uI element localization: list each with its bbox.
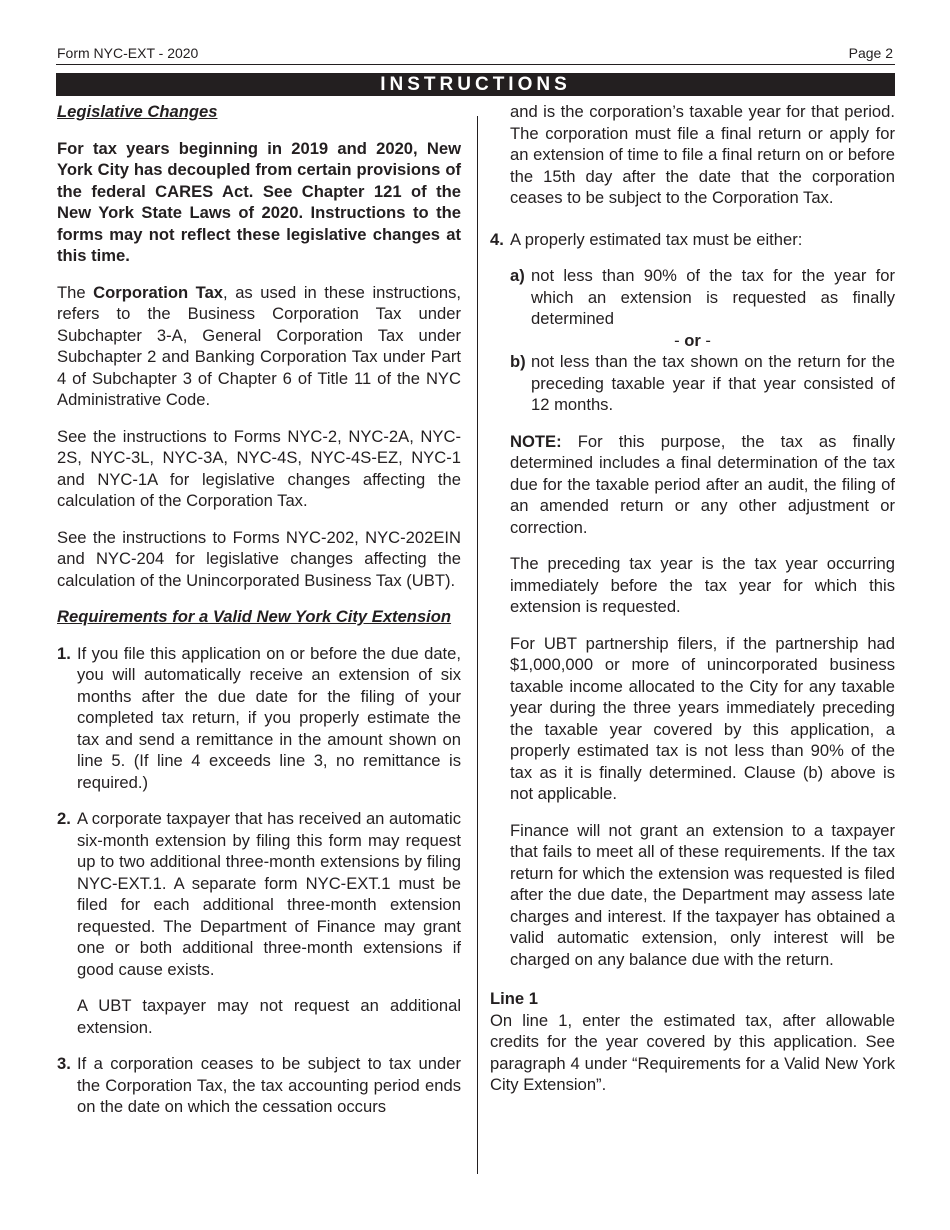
corp-prefix: The bbox=[57, 282, 94, 302]
corp-rest: , as used in these instructions, refers to the Business Corporation Tax under Subchapter 3-A, General Corporation Tax under Subchapter 2 and Banking Corporation Tax under Part 4 of Subchapter 3 of Chapter 6 of Title 11 of the NYC Administrative Code. bbox=[57, 282, 461, 409]
line-1-text: On line 1, enter the estimated tax, after allowable credits for the year covered by this application. See paragraph 4 under “Requirements for a Valid New York City Extension”. bbox=[490, 1010, 895, 1094]
or-word: or bbox=[684, 330, 701, 350]
right-column bbox=[490, 101, 895, 1096]
option-text: not less than the tax shown on the return for the preceding taxable year if that year consisted of 12 months. bbox=[531, 352, 895, 414]
ubt-forms-paragraph: See the instructions to Forms NYC-202, NYC-202EIN and NYC-204 for legislative changes affecting the calculation of the Unincorporated Business Tax (UBT). bbox=[57, 527, 461, 590]
note-text: For this purpose, the tax as finally determined includes a final determination of the tax due for the taxable period after an audit, the filing of an amended return or any other adjustment or correction. bbox=[510, 431, 895, 537]
cares-act-notice: For tax years beginning in 2019 and 2020, New York City has decoupled from certain provisions of the federal CARES Act. See Chapter 121 of the New York State Laws of 2020. Instructions to the forms may not reflect these legislative changes at this time. bbox=[57, 138, 461, 265]
item-number: 4. bbox=[490, 229, 504, 249]
line-1-heading: Line 1 bbox=[490, 989, 538, 1008]
or-separator bbox=[490, 330, 895, 352]
corporation-forms-paragraph: See the instructions to Forms NYC-2, NYC-2A, NYC-2S, NYC-3L, NYC-3A, NYC-4S, NYC-4S-EZ, NYC-1 and NYC-1A for legislative changes affecting the calculation of the Corporation Tax. bbox=[57, 426, 461, 510]
left-column bbox=[57, 101, 461, 1118]
instructions-banner: INSTRUCTIONS bbox=[56, 73, 895, 96]
item-text: If you file this application on or before the due date, you will automatically receive an extension of six months after the due date for the filing of your completed tax return, if you properly estimate the tax and send a remittance in the amount shown on line 5. (If line 4 exceeds line 3, no remittance is required.) bbox=[77, 643, 461, 792]
item-text: If a corporation ceases to be subject to tax under the Corporation Tax, the tax accounting period ends on the date on which the cessation occurs bbox=[77, 1054, 461, 1116]
option-b bbox=[490, 351, 895, 416]
ubt-partnership-paragraph: For UBT partnership filers, if the partnership had $1,000,000 or more of unincorporated business taxable income allocated to the City for any taxable year during the three years immediately preceding the taxable year covered by this application, a properly estimated tax is not less than 90% of the tax as it is finally determined. Clause (b) above is not applicable. bbox=[510, 633, 895, 803]
requirements-heading: Requirements for a Valid New York City Extension bbox=[57, 607, 452, 626]
or-dash: - bbox=[674, 330, 685, 350]
corp-term: Corporation Tax bbox=[93, 282, 224, 302]
item-text: A corporate taxpayer that has received an automatic six-month extension by filing this form may request up to two additional three-month extensions by filing NYC-EXT.1. A separate form NYC-EXT.1 must be filed for each additional three-month extension requested. The Department of Finance may grant one or both additional three-month extensions if good cause exists. bbox=[77, 809, 461, 979]
form-id: Form NYC-EXT - 2020 bbox=[57, 45, 199, 61]
option-letter: b) bbox=[510, 352, 526, 371]
preceding-year-paragraph: The preceding tax year is the tax year occurring immediately before the tax year for which this extension is requested. bbox=[510, 554, 895, 616]
option-text: not less than 90% of the tax for the year for which an extension is requested as finally determined bbox=[531, 266, 895, 328]
requirement-item-2 bbox=[57, 808, 461, 980]
legislative-changes-heading: Legislative Changes bbox=[57, 102, 218, 121]
item-number: 3. bbox=[57, 1054, 71, 1073]
requirement-item-3 bbox=[57, 1053, 461, 1118]
finance-paragraph: Finance will not grant an extension to a taxpayer that fails to meet all of these requirements. If the tax return for which the extension was requested is filed after the due date, the Department may assess late charges and interest. If the taxpayer has obtained a valid automatic extension, only interest will be charged on any balance due with the return. bbox=[510, 820, 895, 969]
option-letter: a) bbox=[510, 266, 525, 285]
option-a bbox=[490, 265, 895, 330]
note-paragraph bbox=[490, 431, 895, 539]
page-number: Page 2 bbox=[848, 45, 893, 61]
column-divider bbox=[477, 116, 478, 1174]
requirement-item-4 bbox=[490, 229, 895, 251]
corporation-tax-definition bbox=[57, 282, 461, 411]
item-number: 1. bbox=[57, 643, 71, 663]
ubt-extension-note: A UBT taxpayer may not request an additional extension. bbox=[77, 996, 461, 1037]
header-rule bbox=[56, 64, 895, 65]
item-number: 2. bbox=[57, 809, 71, 828]
requirement-item-1 bbox=[57, 643, 461, 794]
item-text: A properly estimated tax must be either: bbox=[510, 229, 803, 249]
or-dash: - bbox=[700, 330, 711, 350]
note-label: NOTE: bbox=[510, 431, 562, 451]
item-3-continued: and is the corporation’s taxable year for that period. The corporation must file a final return or apply for an extension of time to file a final return on or before the 15th day after the date that the corporation ceases to be subject to the Corporation Tax. bbox=[510, 102, 895, 207]
